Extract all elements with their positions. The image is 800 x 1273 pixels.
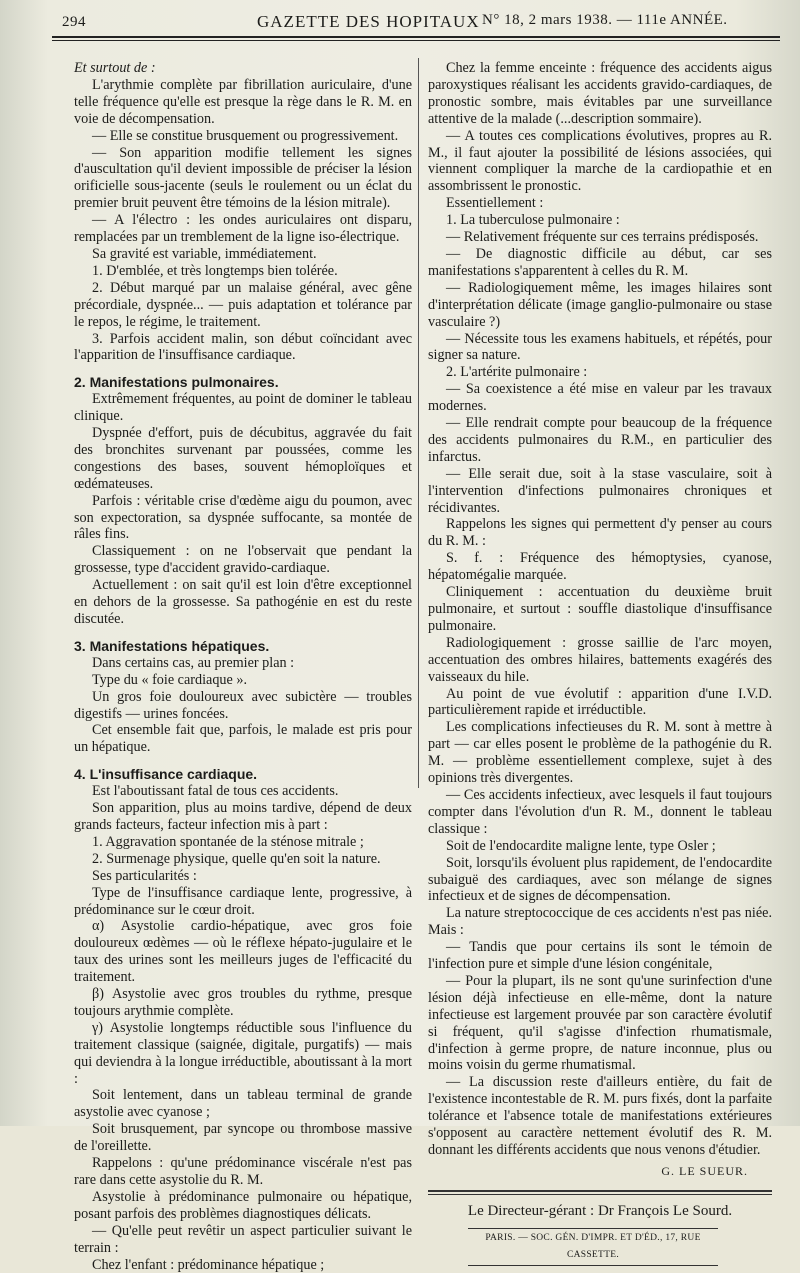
paragraph: Son apparition, plus au moins tardive, dépend de deux grands facteurs, facteur infection mis à part : xyxy=(74,800,412,833)
paragraph: — A toutes ces complications évolutives, propres au R. M., il faut ajouter la possibilité de lésions associées, qui viennent compliquer la marche de la cardiopathie et en assombrissent le pronostic. xyxy=(428,127,772,195)
paragraph: 3. Parfois accident malin, son début coïncidant avec l'apparition de l'insuffisance cardiaque. xyxy=(74,330,412,364)
paragraph: 2. Début marqué par un malaise général, avec gêne précordiale, dyspnée... — puis adaptation et tolérance par le repos, le régime, le traitement. xyxy=(74,279,412,330)
paragraph: Les complications infectieuses du R. M. sont à mettre à part — car elles posent le problème de la pathogénie du R. M. — problème essentiellement complexe, sujet à des opinions très divergentes. xyxy=(428,719,772,787)
paragraph: Type du « foie cardiaque ». xyxy=(92,671,248,688)
paragraph: Soit lentement, dans un tableau terminal de grande asystolie avec cyanose ; xyxy=(74,1087,412,1121)
paragraph: Soit, lorsqu'ils évoluent plus rapidement, de l'endocardite subaiguë des cardiaques, avec son mélange de signes infectieux et de signes de décompensation. xyxy=(428,854,772,905)
paragraph: 1. Aggravation spontanée de la sténose mitrale ; xyxy=(92,833,364,850)
footer-rule xyxy=(428,1190,772,1192)
paragraph: Essentiellement : xyxy=(446,195,544,212)
paragraph: Soit de l'endocardite maligne lente, type Osler ; xyxy=(446,837,716,854)
author-signature: G. LE SUEUR. xyxy=(661,1163,748,1178)
paragraph: Classiquement : on ne l'observait que pendant la grossesse, type d'accident gravido-cardiaque. xyxy=(74,543,412,577)
paragraph: S. f. : Fréquence des hémoptysies, cyanose, hépatomégalie marquée. xyxy=(428,550,772,584)
paragraph: Chez l'enfant : prédominance hépatique ; xyxy=(92,1256,325,1273)
left-column xyxy=(74,60,412,1273)
paragraph: — Son apparition modifie tellement les signes d'auscultation qu'il devient impossible de préciser la lésion orificielle sous-jacente (seuls le roulement ou un éclat du premier bruit peuvent être témoins de la lésion mitrale). xyxy=(74,144,412,212)
section-heading: 3. Manifestations hépatiques. xyxy=(74,637,270,654)
paragraph: α) Asystolie cardio-hépatique, avec gros foie douloureux œdèmes — où le réflexe hépato-jugulaire et le taux des urines sont les meilleurs juges de l'efficacité du traitement. xyxy=(74,918,412,986)
paragraph: Extrêmement fréquentes, au point de dominer le tableau clinique. xyxy=(74,391,412,425)
paragraph: Cet ensemble fait que, parfois, le malade est pris pour un hépatique. xyxy=(74,722,412,756)
paragraph: La nature streptococcique de ces accidents n'est pas niée. Mais : xyxy=(428,905,772,939)
paragraph: — Radiologiquement même, les images hilaires sont d'interprétation délicate (image ganglio-pulmonaire ou stase vasculaire ?) xyxy=(428,279,772,330)
paragraph: Actuellement : on sait qu'il est loin d'être exceptionnel en dehors de la grossesse. Sa pathogénie en est du reste discutée. xyxy=(74,577,412,627)
paragraph: Un gros foie douloureux avec subictère — troubles digestifs — urines foncées. xyxy=(74,688,412,722)
paragraph: — Elle se constitue brusquement ou progressivement. xyxy=(92,127,399,144)
paragraph: Cliniquement : accentuation du deuxième bruit pulmonaire, et surtout : souffle diastolique d'insuffisance pulmonaire. xyxy=(428,584,772,634)
paragraph: — Elle rendrait compte pour beaucoup de la fréquence des accidents pulmonaires du R.M., en particulier des infarctus. xyxy=(428,415,772,465)
paragraph: Est l'aboutissant fatal de tous ces accidents. xyxy=(92,783,339,800)
section-heading: 2. Manifestations pulmonaires. xyxy=(74,374,279,391)
paragraph: — Tandis que pour certains ils sont le témoin de l'infection pure et simple d'une lésion congénitale, xyxy=(428,939,772,973)
paragraph: Rappelons les signes qui permettent d'y penser au cours du R. M. : xyxy=(428,516,772,550)
paragraph: β) Asystolie avec gros troubles du rythme, presque toujours arythmie complète. xyxy=(74,986,412,1019)
paragraph: Sa gravité est variable, immédiatement. xyxy=(92,245,317,262)
paragraph: 2. L'artérite pulmonaire : xyxy=(446,364,588,381)
column-divider xyxy=(418,58,419,788)
paragraph: Parfois : véritable crise d'œdème aigu du poumon, avec son expectoration, sa dyspnée suffocante, sa montée de râles fins. xyxy=(74,492,412,543)
paragraph: — A l'électro : les ondes auriculaires ont disparu, remplacées par un tremblement de la ligne iso-électrique. xyxy=(74,212,412,246)
footer-rule-thin xyxy=(428,1194,772,1195)
paragraph: Ses particularités : xyxy=(92,867,197,884)
paragraph: Dans certains cas, au premier plan : xyxy=(92,654,295,671)
paragraph: — Sa coexistence a été mise en valeur par les travaux modernes. xyxy=(428,381,772,415)
header-rule-thin xyxy=(52,40,780,41)
paragraph: Chez la femme enceinte : fréquence des accidents aigus paroxystiques réalisant les accidents gravido-cardiaques, de pronostic sombre, mais évitables par une surveillance attentive de la malade (...description sommaire). xyxy=(428,60,772,127)
paragraph: — De diagnostic difficile au début, car ses manifestations s'apparentent à celles du R. M. xyxy=(428,245,772,279)
paragraph: L'arythmie complète par fibrillation auriculaire, d'une telle fréquence qu'elle est presque la rège dans le R. M. en voie de décompensation. xyxy=(74,76,412,127)
paragraph: — Elle serait due, soit à la stase vasculaire, soit à l'intervention d'infections pulmonaires chroniques et récidivantes. xyxy=(428,465,772,516)
paragraph: Asystolie à prédominance pulmonaire ou hépatique, posant parfois des problèmes diagnostiques délicats. xyxy=(74,1188,412,1222)
paragraph: Type de l'insuffisance cardiaque lente, progressive, à prédominance sur le cœur droit. xyxy=(74,884,412,918)
paragraph: Soit brusquement, par syncope ou thrombose massive de l'oreillette. xyxy=(74,1121,412,1155)
page-number: 294 xyxy=(62,14,86,30)
paragraph: 1. D'emblée, et très longtemps bien tolérée. xyxy=(92,262,338,279)
paragraph: — La discussion reste d'ailleurs entière, du fait de l'existence incontestable de R. M. purs fixés, dont la parfaite tolérance et l'absence totale de manifestations extérieures s'opposent au caractère nettement évolutif des R. M. donnant les différents accidents que nous venons d'étudier. xyxy=(428,1074,772,1158)
paragraph: — Qu'elle peut revêtir un aspect particulier suivant le terrain : xyxy=(74,1222,412,1256)
paragraph: — Nécessite tous les examens habituels, et répétés, pour signer sa nature. xyxy=(428,330,772,364)
paragraph: Rappelons : qu'une prédominance viscérale n'est pas rare dans cette asystolie du R. M. xyxy=(74,1155,412,1188)
paragraph: — Relativement fréquente sur ces terrains prédisposés. xyxy=(446,229,759,246)
paragraph: Dyspnée d'effort, puis de décubitus, aggravée du fait des bronchites survenant par poussées, comme les congestions des bases, souvent hémoploïques et œdémateuses. xyxy=(74,425,412,492)
right-column xyxy=(428,60,772,1266)
paragraph: — Ces accidents infectieux, avec lesquels il faut toujours compter dans l'évolution d'un R. M., donnent le tableau classique : xyxy=(428,786,772,837)
director-line: Le Directeur-gérant : Dr François Le Sourd. xyxy=(467,1202,733,1219)
paragraph: Radiologiquement : grosse saillie de l'arc moyen, accentuation des ombres hilaires, battements exagérés des vaisseaux du hile. xyxy=(428,634,772,685)
header-rule xyxy=(52,36,780,38)
paragraph: Et surtout de : xyxy=(74,60,156,76)
paragraph: Au point de vue évolutif : apparition d'une I.V.D. particulièrement rapide et irréductible. xyxy=(428,685,772,719)
right-column-body xyxy=(428,60,772,1159)
paragraph: 2. Surmenage physique, quelle qu'en soit la nature. xyxy=(92,850,381,867)
section-heading: 4. L'insuffisance cardiaque. xyxy=(74,766,258,783)
page-header xyxy=(52,8,782,38)
paragraph: — Pour la plupart, ils ne sont qu'une surinfection d'une lésion déjà infectieuse en elle-même, dont la nature infectieuse est largement prouvée par son caractère évolutif si fréquent, qu'il s'agisse d'infection rhumatismale, d'infection à germe propre, de nature inconnue, plus ou moins voisin du germe rhumatismal. xyxy=(428,972,772,1074)
paragraph: 1. La tuberculose pulmonaire : xyxy=(446,212,620,229)
paragraph: γ) Asystolie longtemps réductible sous l'influence du traitement classique (saignée, digitale, purgatifs) — mais qui deviendra à la longue irréductible, aboutissant à la mort : xyxy=(74,1019,412,1087)
issue-info: N° 18, 2 mars 1938. — 111e ANNÉE. xyxy=(482,12,728,28)
printer-line: PARIS. — SOC. GÉN. D'IMPR. ET D'ÉD., 17, RUE CASSETTE. xyxy=(468,1228,718,1266)
publication-title: GAZETTE DES HOPITAUX xyxy=(257,12,480,31)
